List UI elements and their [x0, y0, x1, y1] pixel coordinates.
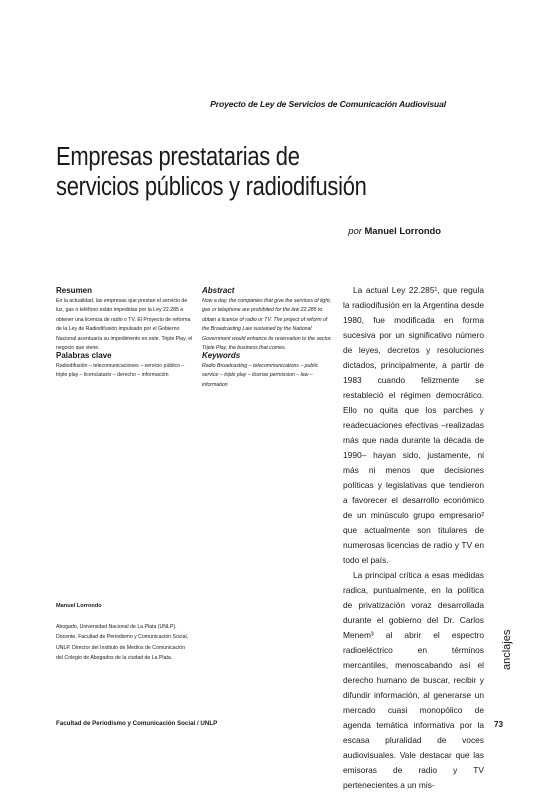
section-kicker: Proyecto de Ley de Servicios de Comunicación Audiovisual — [210, 99, 446, 109]
abstract-text: Now a day, the companies that give the services of light, gas or telephone are prohibited for the law 22.285 to obtain a licence of radio or TV. The project of reform of the Broadcasting Law sustained by the National Government would enhance its reservation to the sector. Triple Play, the business that comes. — [202, 298, 332, 352]
keywords-heading: Keywords — [202, 351, 241, 360]
author-line — [0, 225, 441, 236]
page-number: 73 — [494, 720, 504, 729]
palabras-clave-heading: Palabras clave — [56, 351, 112, 360]
author-prefix: por — [348, 225, 362, 236]
author-name: Manuel Lorrondo — [364, 225, 441, 236]
palabras-clave-text: Radiodifusión – telecomunicaciones – servicio público – triple play – licenciatario – derecho – información — [56, 363, 185, 379]
resumen-block — [56, 286, 196, 353]
bio-text: Abogado, Universidad Nacional de La Plata (UNLP). Docente, Facultad de Periodismo y Comunicación Social, UNLP. Director del Instituto de Medios de Comunicación del Colegio de Abogados de la ciudad de La Plata. — [56, 624, 189, 662]
article-title: Empresas prestatarias de servicios públicos y radiodifusión — [56, 143, 367, 201]
journal-side-label: anclajes — [501, 629, 513, 670]
author-bio — [56, 603, 193, 664]
abstract-block — [202, 286, 334, 353]
body-text-column — [343, 283, 484, 793]
palabras-clave-block — [56, 351, 196, 381]
resumen-heading: Resumen — [56, 286, 93, 295]
keywords-text: Radio Broadcasting – telecommunications – public service – triple play – license permission – law – information — [202, 363, 319, 388]
keywords-block — [202, 351, 334, 390]
body-paragraph: La actual Ley 22.285¹, que regula la radiodifusión en la Argentina desde 1980, fue modificada en forma sucesiva por un significativo número de leyes, decretos y resoluciones dictados, principalmente, a partir de 1983 cuando felizmente se restableció el régimen democrático. Ello no quita que los parches y readecuaciones efectivas –realizadas más que nada durante la década de 1990– hayan sido, justamente, ni más ni menos que decisiones políticas y legislativas que tendieron a favorecer el desarrollo económico de un minúsculo grupo empresario² que actualmente son titulares de numerosas licencias de radio y TV en todo el país. — [343, 285, 484, 565]
footer-institution: Facultad de Periodismo y Comunicación Social / UNLP — [56, 720, 218, 727]
resumen-text: En la actualidad, las empresas que prestan el servicio de luz, gas o teléfono están impedidas por la Ley 22.285 a obtener una licencia de radio o TV. El Proyecto de reforma de la Ley de Radiodifusión impulsado por el Gobierno Nacional acentuaría su impedimento en este. Triple Play, el negocio que viene. — [56, 298, 193, 352]
body-paragraph: La principal crítica a esas medidas radica, puntualmente, en la política de privatización voraz desarrollada durante el gobierno del Dr. Carlos Menem³ al abrir el espectro radioeléctrico en términos mercantiles, menoscabando así el derecho humano de buscar, recibir y difundir información, al generarse un mercado cuasi monopólico de agenda temática informativa por la escasa pluralidad de voces audiovisuales. Vale destacar que las emisoras de radio y TV pertenecientes a un mis- — [343, 570, 484, 790]
bio-name: Manuel Lorrondo — [56, 603, 102, 609]
abstract-heading: Abstract — [202, 286, 235, 295]
